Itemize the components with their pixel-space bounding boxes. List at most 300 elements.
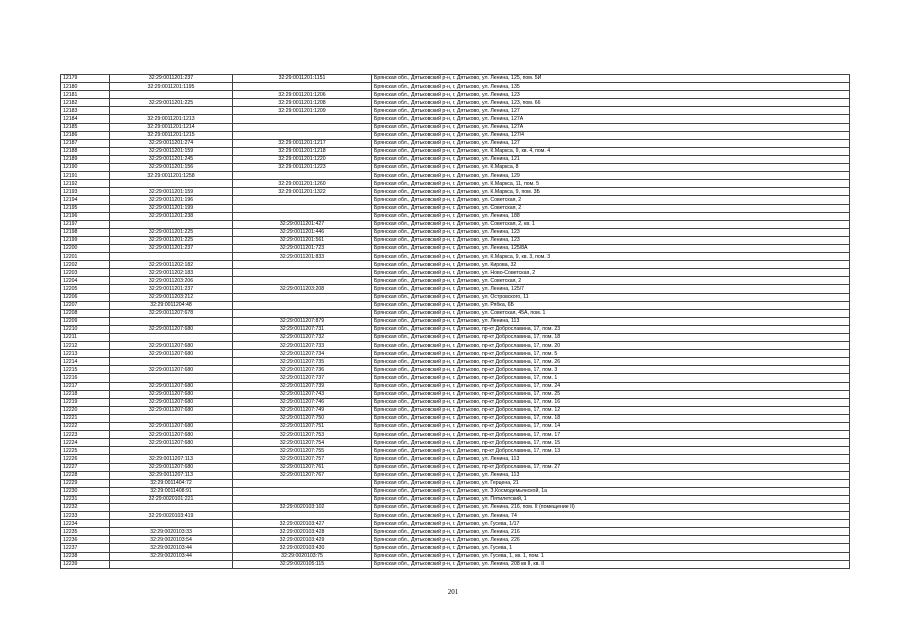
table-row [61,261,850,269]
land-cadastral-number-cell [110,317,233,325]
land-cadastral-number-cell: 32:29:0011201:1215 [110,131,233,139]
table-row [61,325,850,333]
row-number-cell: 12195 [61,204,110,212]
row-number-cell: 12199 [61,236,110,244]
table-row [61,358,850,366]
object-cadastral-number-cell: 32:29:0011201:561 [233,236,372,244]
row-number-cell: 12210 [61,325,110,333]
address-cell: Брянская обл., Дятьковский р-н, г. Дятьково, пр-кт Доброславина, 17, пом. 1 [372,374,850,382]
land-cadastral-number-cell: 32:29:0011201:225 [110,228,233,236]
table-row [61,414,850,422]
table-row [61,495,850,503]
land-cadastral-number-cell: 32:29:0011404:72 [110,479,233,487]
table-row [61,228,850,236]
address-cell: Брянская обл., Дятьковский р-н, г. Дятьково, ул. Ленина, 226 [372,536,850,544]
object-cadastral-number-cell [233,479,372,487]
table-row [61,374,850,382]
object-cadastral-number-cell: 32:29:0011207:736 [233,366,372,374]
table-row [61,463,850,471]
address-cell: Брянская обл., Дятьковский р-н, г. Дятьково, ул. Ленина, 125, пом. 5И [372,75,850,83]
land-cadastral-number-cell: 32:29:0011201:199 [110,204,233,212]
land-cadastral-number-cell [110,107,233,115]
row-number-cell: 12234 [61,520,110,528]
table-row [61,115,850,123]
object-cadastral-number-cell: 32:29:0011203:208 [233,285,372,293]
row-number-cell: 12194 [61,196,110,204]
address-cell: Брянская обл., Дятьковский р-н, г. Дятьково, пр-кт Доброславина, 17, пом. 12 [372,406,850,414]
row-number-cell: 12206 [61,293,110,301]
object-cadastral-number-cell: 32:29:0011207:739 [233,382,372,390]
address-cell: Брянская обл., Дятьковский р-н, г. Дятьково, ул. З.Космодемьянской, 1а [372,487,850,495]
object-cadastral-number-cell: 32:29:0011207:733 [233,342,372,350]
row-number-cell: 12205 [61,285,110,293]
land-cadastral-number-cell: 32:29:0011207:680 [110,398,233,406]
land-cadastral-number-cell: 32:29:0011202:183 [110,269,233,277]
land-cadastral-number-cell: 32:29:0011203:206 [110,277,233,285]
address-cell: Брянская обл., Дятьковский р-н, г. Дятьково, пр-кт Доброславина, 17, пом. 14 [372,423,850,431]
table-row [61,204,850,212]
row-number-cell: 12238 [61,552,110,560]
table-row [61,236,850,244]
land-cadastral-number-cell: 32:29:0011201:1213 [110,115,233,123]
table-row [61,431,850,439]
address-cell: Брянская обл., Дятьковский р-н, г. Дятьково, ул. К.Маркса, 9, кв. 3, пом. 3 [372,253,850,261]
table-row [61,334,850,342]
row-number-cell: 12203 [61,269,110,277]
object-cadastral-number-cell: 32:29:0020103:102 [233,503,372,511]
address-cell: Брянская обл., Дятьковский р-н, г. Дятьково, ул. Ленина, 135 [372,83,850,91]
address-cell: Брянская обл., Дятьковский р-н, г. Дятьково, ул. Рябка, 6Б [372,301,850,309]
object-cadastral-number-cell: 32:29:0011201:1217 [233,139,372,147]
row-number-cell: 12192 [61,180,110,188]
table-row [61,83,850,91]
row-number-cell: 12201 [61,253,110,261]
land-cadastral-number-cell: 32:29:0011201:274 [110,139,233,147]
address-cell: Брянская обл., Дятьковский р-н, г. Дятьково, ул. Ленина, 113 [372,317,850,325]
land-cadastral-number-cell: 32:29:0011201:237 [110,75,233,83]
object-cadastral-number-cell: 32:29:0011201:1220 [233,155,372,163]
object-cadastral-number-cell [233,487,372,495]
table-row [61,253,850,261]
row-number-cell: 12224 [61,439,110,447]
row-number-cell: 12237 [61,544,110,552]
land-cadastral-number-cell: 32:29:0011408:91 [110,487,233,495]
table-body [61,75,850,569]
land-cadastral-number-cell: 32:29:0011202:182 [110,261,233,269]
table-row [61,544,850,552]
object-cadastral-number-cell: 32:29:0020103:428 [233,528,372,536]
row-number-cell: 12209 [61,317,110,325]
table-row [61,99,850,107]
land-cadastral-number-cell [110,520,233,528]
address-cell: Брянская обл., Дятьковский р-н, г. Дятьково, пр-кт Доброславина, 17, пом. 17 [372,431,850,439]
table-row [61,560,850,568]
row-number-cell: 12180 [61,83,110,91]
object-cadastral-number-cell: 32:29:0011207:761 [233,463,372,471]
land-cadastral-number-cell: 32:29:0011207:678 [110,309,233,317]
land-cadastral-number-cell: 32:29:0011207:680 [110,423,233,431]
address-cell: Брянская обл., Дятьковский р-н, г. Дятьково, ул. Ленина, 208 кв II, кв. II [372,560,850,568]
table-row [61,180,850,188]
table-row [61,479,850,487]
table-row [61,301,850,309]
row-number-cell: 12227 [61,463,110,471]
land-cadastral-number-cell: 32:29:0011207:680 [110,350,233,358]
address-cell: Брянская обл., Дятьковский р-н, г. Дятьково, ул. Ленина, 129 [372,172,850,180]
land-cadastral-number-cell: 32:29:0011207:680 [110,342,233,350]
table-row [61,536,850,544]
object-cadastral-number-cell [233,277,372,285]
object-cadastral-number-cell: 32:29:0011201:723 [233,244,372,252]
object-cadastral-number-cell [233,115,372,123]
object-cadastral-number-cell: 32:29:0020103:429 [233,536,372,544]
table-row [61,164,850,172]
address-cell: Брянская обл., Дятьковский р-н, г. Дятьково, ул. Ленина, 113 [372,455,850,463]
address-cell: Брянская обл., Дятьковский р-н, г. Дятьково, ул. Кирова, 32 [372,261,850,269]
row-number-cell: 12217 [61,382,110,390]
row-number-cell: 12183 [61,107,110,115]
land-cadastral-number-cell: 32:29:0011207:680 [110,366,233,374]
address-cell: Брянская обл., Дятьковский р-н, г. Дятьково, ул. Ленина, 125/8А [372,244,850,252]
object-cadastral-number-cell: 32:29:0011207:735 [233,358,372,366]
address-cell: Брянская обл., Дятьковский р-н, г. Дятьково, пр-кт Доброславина, 17, пом. 27 [372,463,850,471]
object-cadastral-number-cell: 32:29:0011207:737 [233,374,372,382]
object-cadastral-number-cell: 32:29:0011201:427 [233,220,372,228]
object-cadastral-number-cell: 32:29:0011201:1208 [233,99,372,107]
address-cell: Брянская обл., Дятьковский р-н, г. Дятьково, ул. К.Маркса, 11, пом. 5 [372,180,850,188]
land-cadastral-number-cell [110,503,233,511]
table-row [61,552,850,560]
address-cell: Брянская обл., Дятьковский р-н, г. Дятьково, ул. Гусева, 1/17 [372,520,850,528]
row-number-cell: 12216 [61,374,110,382]
address-cell: Брянская обл., Дятьковский р-н, г. Дятьково, ул. Ленина, 188 [372,212,850,220]
object-cadastral-number-cell: 32:29:0020105:115 [233,560,372,568]
row-number-cell: 12233 [61,512,110,520]
address-cell: Брянская обл., Дятьковский р-н, г. Дятьково, ул. Ново-Советская, 2 [372,269,850,277]
object-cadastral-number-cell: 32:29:0011207:754 [233,439,372,447]
table-row [61,406,850,414]
land-cadastral-number-cell: 32:29:0011207:113 [110,455,233,463]
object-cadastral-number-cell: 32:29:0011201:1322 [233,188,372,196]
address-cell: Брянская обл., Дятьковский р-н, г. Дятьково, ул. Советская, 2, кв. 1 [372,220,850,228]
address-cell: Брянская обл., Дятьковский р-н, г. Дятьково, пр-кт Доброславина, 17, пом. 5 [372,350,850,358]
object-cadastral-number-cell: 32:29:0011207:755 [233,447,372,455]
row-number-cell: 12215 [61,366,110,374]
address-cell: Брянская обл., Дятьковский р-н, г. Дятьково, пр-кт Доброславина, 17, пом. 26 [372,358,850,366]
land-cadastral-number-cell [110,220,233,228]
land-cadastral-number-cell: 32:29:0011201:238 [110,212,233,220]
table-row [61,107,850,115]
land-cadastral-number-cell: 32:29:0020103:419 [110,512,233,520]
object-cadastral-number-cell: 32:29:0011207:732 [233,334,372,342]
address-cell: Брянская обл., Дятьковский р-н, г. Дятьково, пр-кт Доброславина, 17, пом. 13 [372,447,850,455]
table-row [61,220,850,228]
row-number-cell: 12219 [61,398,110,406]
object-cadastral-number-cell: 32:29:0011201:1151 [233,75,372,83]
row-number-cell: 12198 [61,228,110,236]
address-cell: Брянская обл., Дятьковский р-н, г. Дятьково, ул. Ленина, 216 [372,528,850,536]
row-number-cell: 12181 [61,91,110,99]
address-cell: Брянская обл., Дятьковский р-н, г. Дятьково, ул. Советская, 2 [372,196,850,204]
address-cell: Брянская обл., Дятьковский р-н, г. Дятьково, ул. Пятилетский, 1 [372,495,850,503]
land-cadastral-number-cell: 32:29:0011204:48 [110,301,233,309]
address-cell: Брянская обл., Дятьковский р-н, г. Дятьково, пр-кт Доброславина, 17, пом. 16 [372,398,850,406]
land-cadastral-number-cell: 32:29:0020103:33 [110,528,233,536]
object-cadastral-number-cell [233,269,372,277]
address-cell: Брянская обл., Дятьковский р-н, г. Дятьково, ул. Ленина, 127А [372,115,850,123]
table-row [61,447,850,455]
table-row [61,147,850,155]
row-number-cell: 12202 [61,261,110,269]
object-cadastral-number-cell: 32:29:0011207:753 [233,431,372,439]
object-cadastral-number-cell: 32:29:0011207:751 [233,423,372,431]
address-cell: Брянская обл., Дятьковский р-н, г. Дятьково, ул. Ленина, 127А [372,123,850,131]
object-cadastral-number-cell: 32:29:0011207:731 [233,325,372,333]
table-row [61,309,850,317]
address-cell: Брянская обл., Дятьковский р-н, г. Дятьково, ул. Гусева, 1, кв. 1, пом. 1 [372,552,850,560]
object-cadastral-number-cell [233,261,372,269]
object-cadastral-number-cell [233,204,372,212]
table-row [61,512,850,520]
object-cadastral-number-cell: 32:29:0011207:734 [233,350,372,358]
row-number-cell: 12228 [61,471,110,479]
land-cadastral-number-cell [110,91,233,99]
table-row [61,293,850,301]
table-row [61,91,850,99]
table-row [61,196,850,204]
row-number-cell: 12182 [61,99,110,107]
row-number-cell: 12185 [61,123,110,131]
object-cadastral-number-cell: 32:29:0011201:1209 [233,107,372,115]
address-cell: Брянская обл., Дятьковский р-н, г. Дятьково, пр-кт Доброславина, 17, пом. 15 [372,439,850,447]
row-number-cell: 12231 [61,495,110,503]
address-cell: Брянская обл., Дятьковский р-н, г. Дятьково, ул. Ленина, 113 [372,471,850,479]
address-cell: Брянская обл., Дятьковский р-н, г. Дятьково, ул. Ленина, 127 [372,107,850,115]
land-cadastral-number-cell: 32:29:0011201:225 [110,99,233,107]
address-cell: Брянская обл., Дятьковский р-н, г. Дятьково, пр-кт Доброславина, 17, пом. 24 [372,382,850,390]
address-cell: Брянская обл., Дятьковский р-н, г. Дятьково, ул. Ленина, 216, пом. II (помещение II) [372,503,850,511]
row-number-cell: 12204 [61,277,110,285]
object-cadastral-number-cell [233,309,372,317]
land-cadastral-number-cell: 32:29:0020103:54 [110,536,233,544]
land-cadastral-number-cell: 32:29:0020103:44 [110,552,233,560]
table-row [61,350,850,358]
row-number-cell: 12186 [61,131,110,139]
land-cadastral-number-cell: 32:29:0011207:113 [110,471,233,479]
row-number-cell: 12225 [61,447,110,455]
address-cell: Брянская обл., Дятьковский р-н, г. Дятьково, ул. К.Маркса, 9, кв. 4, пом. 4 [372,147,850,155]
object-cadastral-number-cell: 32:29:0011207:767 [233,471,372,479]
object-cadastral-number-cell [233,301,372,309]
row-number-cell: 12193 [61,188,110,196]
table-row [61,212,850,220]
land-cadastral-number-cell [110,374,233,382]
land-cadastral-number-cell: 32:29:0011201:225 [110,236,233,244]
object-cadastral-number-cell: 32:29:0020103:430 [233,544,372,552]
land-cadastral-number-cell: 32:29:0011207:680 [110,406,233,414]
register-sheet [60,74,850,569]
table-row [61,382,850,390]
table-row [61,423,850,431]
land-cadastral-number-cell: 32:29:0011201:159 [110,188,233,196]
object-cadastral-number-cell [233,131,372,139]
land-cadastral-number-cell: 32:29:0011201:237 [110,244,233,252]
row-number-cell: 12230 [61,487,110,495]
land-cadastral-number-cell: 32:29:0020101:221 [110,495,233,503]
row-number-cell: 12200 [61,244,110,252]
table-row [61,131,850,139]
object-cadastral-number-cell: 32:29:0011207:750 [233,414,372,422]
address-cell: Брянская обл., Дятьковский р-н, г. Дятьково, ул. Островского, 11 [372,293,850,301]
address-cell: Брянская обл., Дятьковский р-н, г. Дятьково, ул. Ленина, 123 [372,91,850,99]
land-cadastral-number-cell [110,414,233,422]
property-register-table [60,74,850,569]
object-cadastral-number-cell: 32:29:0020103:75 [233,552,372,560]
table-row [61,503,850,511]
land-cadastral-number-cell: 32:29:0011207:680 [110,390,233,398]
address-cell: Брянская обл., Дятьковский р-н, г. Дятьково, ул. Ленина, 123, пом. 66 [372,99,850,107]
land-cadastral-number-cell [110,358,233,366]
land-cadastral-number-cell: 32:29:0011203:212 [110,293,233,301]
table-row [61,139,850,147]
row-number-cell: 12218 [61,390,110,398]
land-cadastral-number-cell [110,334,233,342]
object-cadastral-number-cell: 32:29:0011207:743 [233,390,372,398]
land-cadastral-number-cell: 32:29:0011201:237 [110,285,233,293]
address-cell: Брянская обл., Дятьковский р-н, г. Дятьково, ул. Ленина, 125/7 [372,285,850,293]
object-cadastral-number-cell [233,495,372,503]
land-cadastral-number-cell [110,560,233,568]
address-cell: Брянская обл., Дятьковский р-н, г. Дятьково, ул. Советская, 2 [372,277,850,285]
address-cell: Брянская обл., Дятьковский р-н, г. Дятьково, ул. Советская, 2 [372,204,850,212]
table-row [61,155,850,163]
object-cadastral-number-cell [233,83,372,91]
object-cadastral-number-cell: 32:29:0011201:446 [233,228,372,236]
address-cell: Брянская обл., Дятьковский р-н, г. Дятьково, пр-кт Доброславина, 17, пом. 23 [372,325,850,333]
address-cell: Брянская обл., Дятьковский р-н, г. Дятьково, пр-кт Доброславина, 17, пом. 18 [372,414,850,422]
object-cadastral-number-cell: 32:29:0011207:746 [233,398,372,406]
row-number-cell: 12221 [61,414,110,422]
object-cadastral-number-cell [233,123,372,131]
row-number-cell: 12236 [61,536,110,544]
address-cell: Брянская обл., Дятьковский р-н, г. Дятьково, ул. Советская, 45А, пом. 1 [372,309,850,317]
object-cadastral-number-cell: 32:29:0011201:1218 [233,147,372,155]
table-row [61,317,850,325]
row-number-cell: 12229 [61,479,110,487]
row-number-cell: 12179 [61,75,110,83]
row-number-cell: 12184 [61,115,110,123]
land-cadastral-number-cell: 32:29:0020103:44 [110,544,233,552]
land-cadastral-number-cell [110,253,233,261]
table-row [61,366,850,374]
land-cadastral-number-cell: 32:29:0011207:680 [110,325,233,333]
object-cadastral-number-cell: 32:29:0011207:879 [233,317,372,325]
row-number-cell: 12189 [61,155,110,163]
table-row [61,342,850,350]
table-row [61,471,850,479]
row-number-cell: 12188 [61,147,110,155]
table-row [61,244,850,252]
address-cell: Брянская обл., Дятьковский р-н, г. Дятьково, пр-кт Доброславина, 17, пом. 20 [372,342,850,350]
row-number-cell: 12191 [61,172,110,180]
address-cell: Брянская обл., Дятьковский р-н, г. Дятьково, ул. Ленина, 127/4 [372,131,850,139]
row-number-cell: 12212 [61,342,110,350]
object-cadastral-number-cell: 32:29:0011201:833 [233,253,372,261]
land-cadastral-number-cell: 32:29:0011207:680 [110,463,233,471]
row-number-cell: 12190 [61,164,110,172]
address-cell: Брянская обл., Дятьковский р-н, г. Дятьково, пр-кт Доброславина, 17, пом. 25 [372,390,850,398]
address-cell: Брянская обл., Дятьковский р-н, г. Дятьково, пр-кт Доброславина, 17, пом. 18 [372,334,850,342]
object-cadastral-number-cell [233,293,372,301]
row-number-cell: 12208 [61,309,110,317]
address-cell: Брянская обл., Дятьковский р-н, г. Дятьково, ул. Гусева, 1 [372,544,850,552]
row-number-cell: 12239 [61,560,110,568]
table-row [61,390,850,398]
land-cadastral-number-cell [110,447,233,455]
land-cadastral-number-cell: 32:29:0011201:159 [110,147,233,155]
table-row [61,75,850,83]
address-cell: Брянская обл., Дятьковский р-н, г. Дятьково, ул. Ленина, 127 [372,139,850,147]
address-cell: Брянская обл., Дятьковский р-н, г. Дятьково, ул. К.Маркса, 8 [372,164,850,172]
row-number-cell: 12235 [61,528,110,536]
land-cadastral-number-cell: 32:29:0011201:1214 [110,123,233,131]
table-row [61,455,850,463]
object-cadastral-number-cell: 32:29:0011207:757 [233,455,372,463]
object-cadastral-number-cell [233,212,372,220]
row-number-cell: 12226 [61,455,110,463]
land-cadastral-number-cell [110,180,233,188]
table-row [61,439,850,447]
row-number-cell: 12214 [61,358,110,366]
row-number-cell: 12197 [61,220,110,228]
row-number-cell: 12222 [61,423,110,431]
row-number-cell: 12196 [61,212,110,220]
object-cadastral-number-cell [233,196,372,204]
land-cadastral-number-cell: 32:29:0011201:156 [110,164,233,172]
row-number-cell: 12211 [61,334,110,342]
land-cadastral-number-cell: 32:29:0011207:680 [110,431,233,439]
table-row [61,172,850,180]
row-number-cell: 12207 [61,301,110,309]
table-row [61,528,850,536]
object-cadastral-number-cell: 32:29:0020103:427 [233,520,372,528]
object-cadastral-number-cell [233,172,372,180]
table-row [61,487,850,495]
land-cadastral-number-cell: 32:29:0011201:1195 [110,83,233,91]
table-row [61,520,850,528]
land-cadastral-number-cell: 32:29:0011201:1258 [110,172,233,180]
table-row [61,123,850,131]
row-number-cell: 12223 [61,431,110,439]
object-cadastral-number-cell: 32:29:0011201:1260 [233,180,372,188]
row-number-cell: 12220 [61,406,110,414]
table-row [61,285,850,293]
row-number-cell: 12187 [61,139,110,147]
row-number-cell: 12213 [61,350,110,358]
address-cell: Брянская обл., Дятьковский р-н, г. Дятьково, ул. Ленина, 74 [372,512,850,520]
page-number: 201 [447,588,459,596]
land-cadastral-number-cell: 32:29:0011201:196 [110,196,233,204]
row-number-cell: 12232 [61,503,110,511]
object-cadastral-number-cell: 32:29:0011207:749 [233,406,372,414]
address-cell: Брянская обл., Дятьковский р-н, г. Дятьково, ул. Ленина, 123 [372,228,850,236]
land-cadastral-number-cell: 32:29:0011207:680 [110,439,233,447]
address-cell: Брянская обл., Дятьковский р-н, г. Дятьково, ул. К.Маркса, 9, пом. 3Б [372,188,850,196]
object-cadastral-number-cell: 32:29:0011201:1223 [233,164,372,172]
object-cadastral-number-cell: 32:29:0011201:1206 [233,91,372,99]
table-row [61,398,850,406]
land-cadastral-number-cell: 32:29:0011201:245 [110,155,233,163]
